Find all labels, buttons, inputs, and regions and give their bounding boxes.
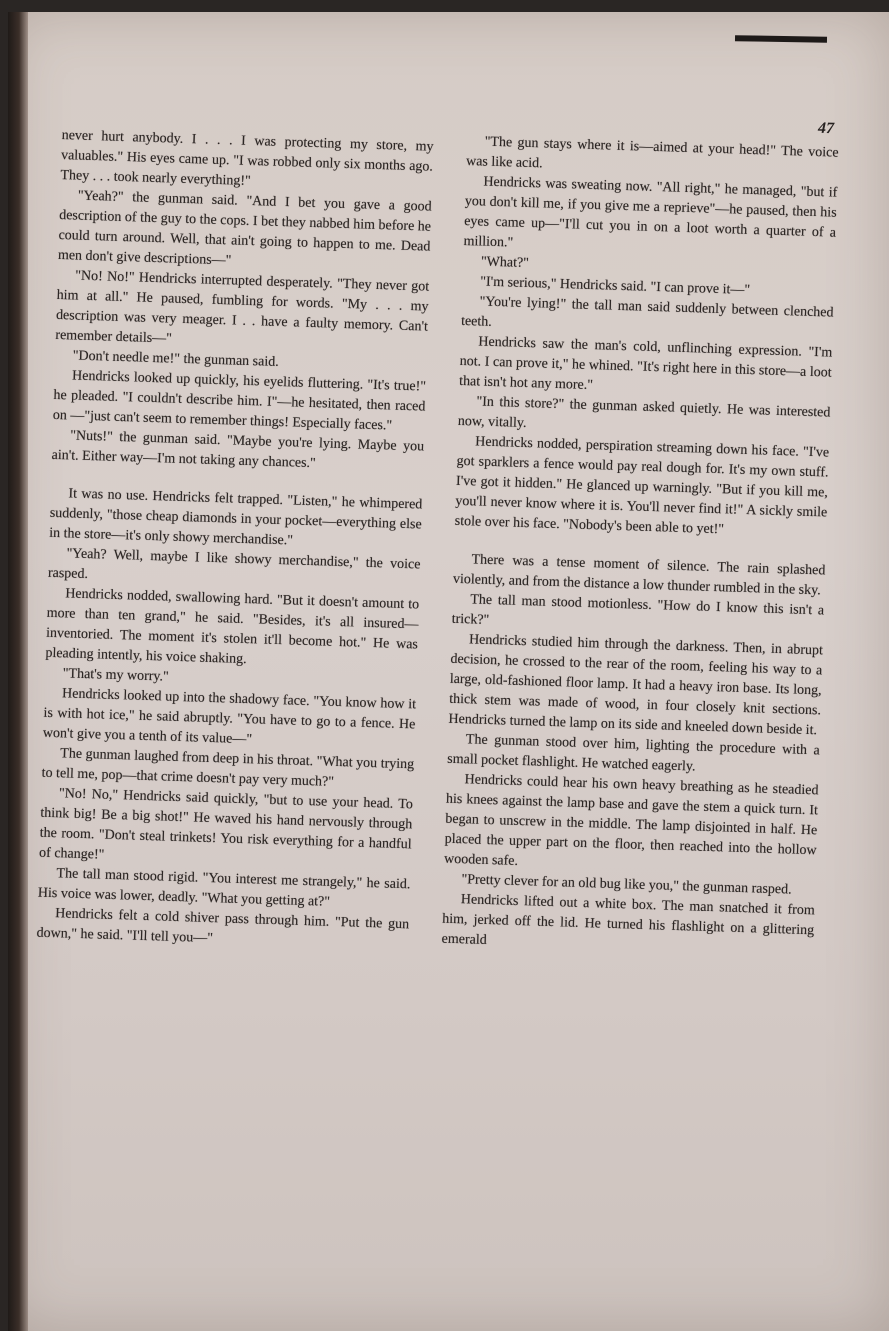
paragraph: "You're lying!" the tall man said suddenly between clenched teeth. bbox=[460, 294, 834, 330]
right-text-column bbox=[441, 132, 839, 961]
paragraph: Hendricks lifted out a white box. The man snatched it from him, jerked off the lid. He turned his flashlight on a glittering emerald bbox=[441, 892, 815, 949]
paragraph: "In this store?" the gunman asked quietly. He was interested now, vitally. bbox=[457, 394, 831, 432]
paragraph: Hendricks was sweating now. "All right," he managed, "but if you don't kill me, if you give me a reprieve"—he paused, then his eyes came up—"I'll cut you in on a loot worth a quarter of a million." bbox=[463, 174, 838, 251]
paragraph: The gunman laughed from deep in his throat. "What you trying to tell me, pop—that crime doesn't pay very much?" bbox=[41, 746, 415, 790]
paragraph: The tall man stood motionless. "How do I know this isn't a trick?" bbox=[451, 592, 825, 628]
paragraph: The gunman stood over him, lighting the procedure with a small pocket flashlight. He watched eagerly. bbox=[447, 732, 820, 775]
paragraph: Hendricks looked up quickly, his eyelids fluttering. "It's true!" he pleaded. "I couldn't describe him. I"—he hesitated, then raced on —"just can't seem to remember things! Especially faces." bbox=[52, 368, 427, 434]
paragraph: "Yeah?" the gunman said. "And I bet you gave a good description of the guy to the cops. I bet they nabbed him before he could turn around. Well, that ain't going to happen to me. Dead men don't give descriptions—" bbox=[57, 188, 432, 269]
paragraph: "Nuts!" the gunman said. "Maybe you're lying. Maybe you ain't. Either way—I'm not taking any chances." bbox=[51, 428, 425, 472]
paragraph: Hendricks looked up into the shadowy face. "You know how it is with hot ice," he said abruptly. "You have to go to a fence. He won't give you a tenth of its value—" bbox=[42, 686, 417, 748]
binding-spine bbox=[8, 12, 28, 1331]
paragraph: never hurt anybody. I . . . I was protecting my store, my valuables." His eyes came up. "I was robbed only six months ago. They . . . took nearly everything!" bbox=[60, 127, 434, 189]
page-number: 47 bbox=[817, 119, 835, 138]
paragraph: "No! No," Hendricks said quickly, "but to use your head. To think big! Be a big shot!" He waved his hand nervously through the room. "Don't steal trinkets! You risk everything for a handful of change!" bbox=[38, 786, 414, 863]
paragraph: Hendricks saw the man's cold, unflinching expression. "I'm not. I can prove it," he whined. "It's right here in this store—a loot that isn't hot any more." bbox=[458, 334, 833, 394]
paragraph: There was a tense moment of silence. The rain splashed violently, and from the distance a low thunder rumbled in the sky. bbox=[452, 552, 826, 599]
paragraph: "Don't needle me!" the gunman said. bbox=[72, 348, 279, 370]
paragraph: Hendricks nodded, perspiration streaming down his face. "I've got sparklers a fence would pay real dough for. It's my own stuff. I've got it hidden." He glanced up warningly. "But if you kill me, you'll never know where it is. You'll never find it!" A sickly smile stole over his face. "Nobody's been able to yet!" bbox=[454, 434, 830, 538]
paragraph: "The gun stays where it is—aimed at your head!" The voice was like acid. bbox=[465, 134, 839, 172]
paragraph: "What?" bbox=[480, 254, 530, 272]
paragraph: Hendricks studied him through the darkness. Then, in abrupt decision, he crossed to the rear of the room, feeling his way to a large, old-fashioned floor lamp. It had a heavy iron base. Its long, thick stem was made of wood, in four closely knit sections. Hendricks turned the lamp on its side and kneeled down beside it. bbox=[448, 632, 824, 739]
paragraph: "That's my worry." bbox=[62, 666, 169, 685]
paragraph: "Yeah? Well, maybe I like showy merchandise," the voice rasped. bbox=[47, 546, 421, 583]
paragraph: Hendricks felt a cold shiver pass through him. "Put the gun down," he said. "I'll tell you—" bbox=[36, 906, 410, 947]
paragraph: "Pretty clever for an old bug like you," the gunman rasped. bbox=[461, 872, 792, 898]
paragraph: Hendricks could hear his own heavy breathing as he steadied his knees against the lamp base and gave the stem a quick turn. It began to unscrew in the middle. The lamp disjointed in half. He placed the upper part on the floor, then reached into the hollow wooden safe. bbox=[443, 772, 819, 869]
left-text-column bbox=[36, 126, 434, 955]
paragraph: The tall man stood rigid. "You interest me strangely," he said. His voice was lower, deadly. "What you getting at?" bbox=[37, 866, 411, 910]
paragraph: Hendricks nodded, swallowing hard. "But it doesn't amount to more than ten grand," he said. "Besides, it's all insured—inventoried. The moment it's stolen it'll become hot." He was pleading intently, his voice shaking. bbox=[45, 586, 420, 668]
paragraph: "I'm serious," Hendricks said. "I can prove it—" bbox=[480, 274, 751, 298]
paragraph: "No! No!" Hendricks interrupted desperately. "They never got him at all." He paused, fumbling for words. "My . . . my description was very meager. I . . have a faulty memory. Can't remember details—" bbox=[55, 268, 430, 347]
paragraph: It was no use. Hendricks felt trapped. "Listen," he whimpered suddenly, "those cheap diamonds in your pocket—everything else in the store—it's only showy merchandise." bbox=[48, 486, 423, 549]
